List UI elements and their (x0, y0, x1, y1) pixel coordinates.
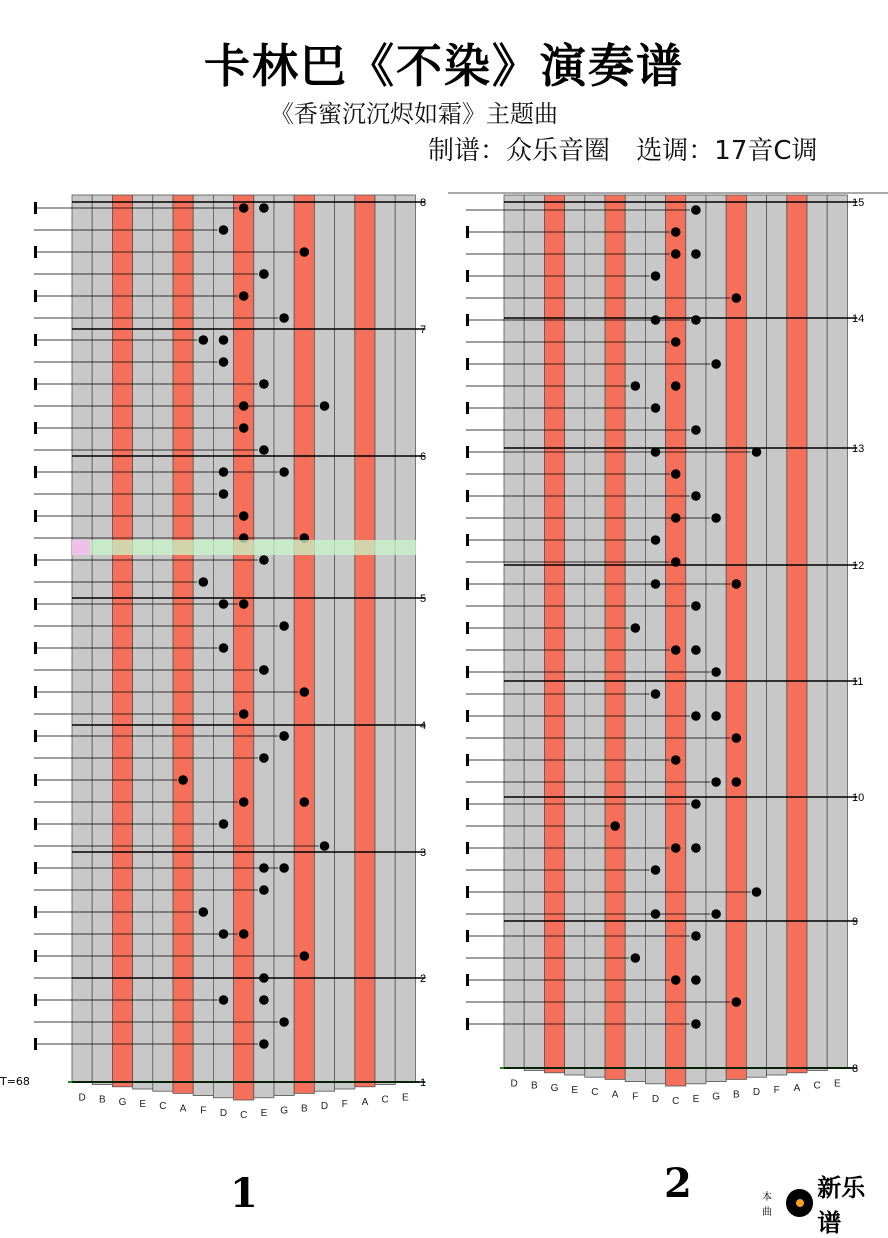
note-head (691, 645, 701, 655)
note-head (219, 357, 229, 367)
note-head (199, 335, 209, 345)
key-label: E (139, 1099, 147, 1110)
rhythm-flag (34, 510, 37, 522)
rhythm-flag (466, 1018, 469, 1030)
rhythm-flag (466, 226, 469, 238)
rhythm-flag (466, 446, 469, 458)
note-head (199, 907, 209, 917)
tine-2-0 (504, 195, 524, 1068)
key-label: D (78, 1092, 86, 1104)
note-head (711, 359, 721, 369)
note-head (300, 247, 310, 257)
note-head (279, 621, 289, 631)
note-head (320, 841, 330, 851)
note-head (259, 973, 269, 983)
note-head (752, 887, 762, 897)
tine-2-7 (645, 195, 665, 1084)
key-label: F (200, 1105, 207, 1117)
note-head (651, 535, 661, 545)
tine-2-13 (767, 195, 787, 1075)
tine-1-8 (234, 195, 254, 1100)
key-label: B (732, 1089, 740, 1101)
note-head (279, 467, 289, 477)
rhythm-flag (466, 490, 469, 502)
rhythm-flag (34, 466, 37, 478)
rhythm-flag (34, 686, 37, 698)
key-label: C (813, 1080, 821, 1092)
note-head (320, 401, 330, 411)
note-head (631, 381, 641, 391)
note-head (651, 689, 661, 699)
note-head (259, 753, 269, 763)
rhythm-flag (466, 578, 469, 590)
rhythm-flag (34, 642, 37, 654)
measure-number: 9 (852, 916, 859, 928)
note-head (259, 995, 269, 1005)
note-head (651, 865, 661, 875)
note-head (711, 711, 721, 721)
measure-number: 15 (852, 197, 865, 209)
rhythm-flag (34, 862, 37, 874)
note-head (711, 667, 721, 677)
tine-2-14 (787, 195, 807, 1073)
note-head (732, 777, 742, 787)
page-number-1: 1 (230, 1170, 258, 1217)
note-head (259, 665, 269, 675)
note-head (239, 291, 249, 301)
note-head (711, 513, 721, 523)
rhythm-flag (34, 906, 37, 918)
rhythm-flag (466, 666, 469, 678)
note-head (651, 403, 661, 413)
key-label: E (833, 1078, 841, 1090)
measure-number: 1 (420, 1077, 427, 1089)
key-label: B (98, 1094, 106, 1106)
key-label: F (341, 1099, 348, 1110)
tine-2-1 (524, 195, 544, 1071)
rhythm-flag (34, 246, 37, 258)
rhythm-flag (466, 930, 469, 942)
note-head (732, 293, 742, 303)
note-head (691, 425, 701, 435)
tine-2-10 (706, 195, 726, 1082)
note-head (259, 445, 269, 455)
note-head (671, 469, 681, 479)
note-head (711, 777, 721, 787)
measure-number: 12 (852, 560, 865, 572)
tine-2-6 (625, 195, 645, 1082)
note-head (300, 687, 310, 697)
measure-number: 5 (420, 593, 427, 605)
note-head (610, 821, 620, 831)
note-head (711, 909, 721, 919)
note-head (691, 931, 701, 941)
rhythm-flag (466, 754, 469, 766)
measure-number: 10 (852, 792, 865, 804)
key-label: C (672, 1096, 680, 1107)
rhythm-flag (34, 378, 37, 390)
sheet-subtitle: 《香蜜沉沉烬如霜》主题曲 (270, 100, 558, 128)
key-label: D (752, 1087, 761, 1099)
note-head (691, 491, 701, 501)
note-head (671, 227, 681, 237)
key-label: A (611, 1089, 619, 1101)
key-label: 选调：17音C调 (636, 136, 818, 166)
note-head (691, 843, 701, 853)
tine-1-10 (274, 195, 294, 1096)
rhythm-flag (466, 798, 469, 810)
note-head (671, 381, 681, 391)
note-head (219, 225, 229, 235)
rhythm-flag (466, 402, 469, 414)
key-label: E (692, 1093, 700, 1105)
tine-1-16 (395, 195, 415, 1082)
note-head (732, 579, 742, 589)
note-head (259, 555, 269, 565)
note-head (239, 929, 249, 939)
key-label: C (591, 1087, 599, 1099)
note-head (279, 731, 289, 741)
tine-2-12 (746, 195, 766, 1077)
measure-number: 8 (852, 1063, 859, 1075)
rhythm-flag (466, 314, 469, 326)
note-head (671, 249, 681, 259)
sheet-title: 卡林巴《不染》演奏谱 (204, 39, 684, 93)
note-head (671, 843, 681, 853)
rhythm-flag (34, 818, 37, 830)
note-head (259, 379, 269, 389)
tine-2-11 (726, 195, 746, 1079)
note-head (239, 511, 249, 521)
note-head (691, 205, 701, 215)
rhythm-flag (466, 270, 469, 282)
rhythm-flag (466, 534, 469, 546)
note-head (239, 203, 249, 213)
key-label: C (159, 1101, 167, 1113)
note-head (300, 797, 310, 807)
tine-2-5 (605, 195, 625, 1079)
key-label: D (320, 1101, 329, 1113)
tine-2-4 (585, 195, 605, 1077)
note-head (691, 975, 701, 985)
note-head (732, 997, 742, 1007)
rhythm-flag (466, 710, 469, 722)
key-label: D (651, 1093, 660, 1105)
measure-number: 8 (420, 197, 427, 209)
rhythm-flag (466, 842, 469, 854)
note-head (671, 337, 681, 347)
measure-number: 11 (852, 676, 864, 688)
note-head (631, 623, 641, 633)
note-head (239, 797, 249, 807)
highlight-marker (72, 540, 90, 555)
rhythm-flag (34, 334, 37, 346)
rhythm-flag (466, 358, 469, 370)
rhythm-flag (34, 598, 37, 610)
note-head (259, 269, 269, 279)
note-head (631, 953, 641, 963)
key-label: A (361, 1096, 369, 1108)
tine-2-2 (544, 195, 564, 1073)
rhythm-flag (34, 554, 37, 566)
rhythm-flag (34, 730, 37, 742)
key-label: C (381, 1094, 389, 1106)
note-head (691, 315, 701, 325)
key-label: G (118, 1096, 127, 1108)
record-disc-icon (786, 1189, 814, 1217)
measure-number: 14 (852, 313, 865, 325)
tine-1-6 (193, 195, 213, 1096)
rhythm-flag (466, 974, 469, 986)
note-head (239, 423, 249, 433)
note-head (219, 335, 229, 345)
measure-number: 2 (420, 973, 427, 985)
key-label: G (550, 1082, 559, 1094)
note-head (219, 489, 229, 499)
note-head (259, 885, 269, 895)
key-label: A (179, 1103, 187, 1115)
note-head (279, 313, 289, 323)
tine-2-8 (666, 195, 686, 1086)
note-head (279, 1017, 289, 1027)
note-head (691, 799, 701, 809)
measure-number: 7 (420, 324, 427, 336)
key-label: E (401, 1092, 409, 1104)
key-label: E (571, 1085, 579, 1096)
note-head (219, 819, 229, 829)
measure-number: 4 (420, 720, 427, 732)
tine-1-9 (254, 195, 274, 1098)
key-label: B (300, 1103, 308, 1115)
note-head (671, 975, 681, 985)
tine-2-3 (565, 195, 585, 1075)
note-head (259, 1039, 269, 1049)
key-label: D (219, 1107, 228, 1119)
rhythm-flag (34, 950, 37, 962)
rhythm-flag (34, 422, 37, 434)
note-head (671, 645, 681, 655)
note-head (219, 995, 229, 1005)
note-head (752, 447, 762, 457)
note-head (279, 863, 289, 873)
note-head (239, 709, 249, 719)
arranger-label: 制谱：众乐音圈 (428, 136, 611, 166)
measure-number: 3 (420, 847, 427, 859)
key-label: C (240, 1110, 248, 1121)
note-head (671, 557, 681, 567)
note-head (691, 249, 701, 259)
page-number-2: 2 (664, 1160, 692, 1207)
tempo-marking: T=68 (0, 1075, 30, 1088)
note-head (691, 711, 701, 721)
rhythm-flag (34, 1038, 37, 1050)
brand-logo (762, 1174, 888, 1237)
rhythm-flag (34, 290, 37, 302)
brand-tag: 本曲 (762, 1192, 772, 1218)
rhythm-flag (466, 622, 469, 634)
measure-number: 6 (420, 451, 427, 463)
note-head (732, 733, 742, 743)
key-label: E (260, 1107, 268, 1119)
key-label: G (712, 1091, 720, 1103)
key-label: A (793, 1082, 801, 1094)
brand-name: 新乐谱 (817, 1174, 866, 1237)
tine-2-16 (827, 195, 847, 1068)
rhythm-flag (34, 994, 37, 1006)
note-head (259, 203, 269, 213)
tine-2-15 (807, 195, 827, 1071)
note-head (691, 1019, 701, 1029)
note-head (239, 599, 249, 609)
tine-1-0 (72, 195, 92, 1082)
key-label: F (632, 1091, 639, 1103)
note-head (691, 601, 701, 611)
note-head (300, 951, 310, 961)
tine-2-9 (686, 195, 706, 1084)
note-head (199, 577, 209, 587)
rhythm-flag (34, 202, 37, 214)
note-head (651, 271, 661, 281)
note-head (671, 755, 681, 765)
key-label: G (280, 1105, 288, 1117)
key-label: B (530, 1080, 538, 1092)
key-label: F (773, 1085, 780, 1096)
key-label: D (510, 1078, 518, 1090)
highlight-band (72, 540, 416, 555)
note-head (178, 775, 188, 785)
note-head (219, 643, 229, 653)
measure-number: 13 (852, 443, 865, 455)
rhythm-flag (466, 886, 469, 898)
rhythm-flag (34, 774, 37, 786)
